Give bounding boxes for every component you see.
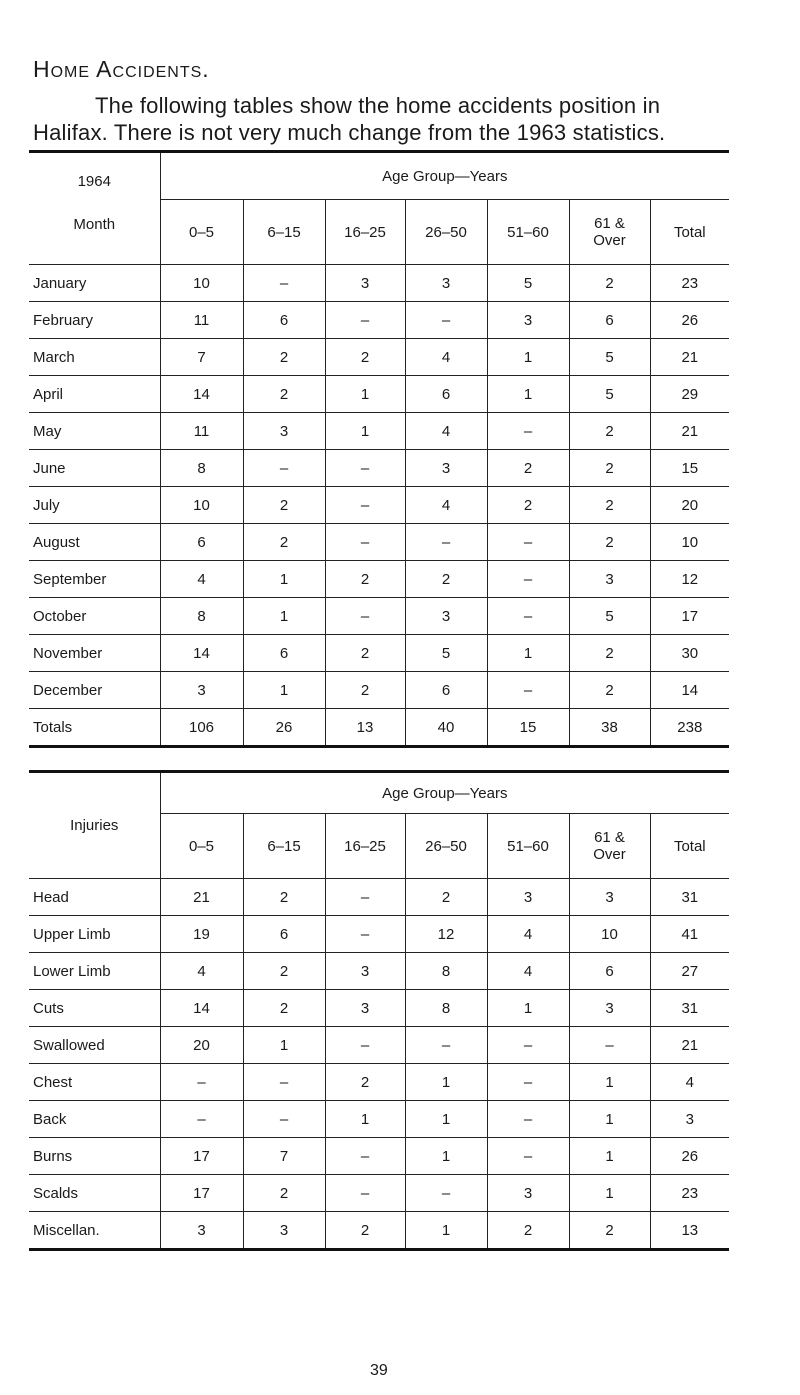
table-cell: 2: [243, 953, 325, 990]
table-cell: –: [325, 1027, 405, 1064]
table-cell: 11: [160, 302, 243, 339]
table-cell: 2: [243, 487, 325, 524]
table-cell: 7: [243, 1138, 325, 1175]
table-cell: 38: [569, 709, 650, 747]
table-cell: 21: [650, 339, 729, 376]
intro-paragraph: [33, 92, 753, 146]
table-row: [29, 561, 729, 598]
table-cell: 12: [650, 561, 729, 598]
table-cell: 40: [405, 709, 487, 747]
table-row: [29, 916, 729, 953]
table-cell: 4: [160, 561, 243, 598]
table-cell: 2: [487, 1212, 569, 1250]
table-cell: –: [487, 1064, 569, 1101]
table-cell: 4: [487, 953, 569, 990]
table-cell: –: [243, 1064, 325, 1101]
table-cell: 2: [243, 1175, 325, 1212]
table-cell: 21: [650, 1027, 729, 1064]
table-row: [29, 1101, 729, 1138]
column-header: 51–60: [487, 814, 569, 879]
table-cell: 1: [243, 672, 325, 709]
table-row: [29, 450, 729, 487]
table-cell: 2: [325, 1064, 405, 1101]
table-cell: 2: [569, 450, 650, 487]
month-column-header: Month: [73, 216, 116, 233]
table-cell: 2: [569, 1212, 650, 1250]
table-cell: –: [487, 1027, 569, 1064]
table-cell: 3: [487, 1175, 569, 1212]
age-group-header: Age Group—Years: [160, 772, 729, 814]
column-header: 16–25: [325, 814, 405, 879]
table-cell: 106: [160, 709, 243, 747]
table-cell: 3: [325, 265, 405, 302]
table-cell: 1: [405, 1064, 487, 1101]
table-cell: –: [243, 1101, 325, 1138]
table-cell: 3: [487, 879, 569, 916]
table-row: [29, 990, 729, 1027]
row-label: February: [29, 302, 160, 339]
table-cell: 1: [405, 1138, 487, 1175]
table-cell: 6: [569, 302, 650, 339]
table-cell: 8: [405, 953, 487, 990]
table-cell: 2: [325, 672, 405, 709]
table-cell: 26: [243, 709, 325, 747]
table-cell: 1: [569, 1101, 650, 1138]
column-header: 51–60: [487, 200, 569, 265]
column-header: 6–15: [243, 200, 325, 265]
table-cell: 5: [487, 265, 569, 302]
page-heading: Home Accidents.: [33, 56, 210, 82]
table-cell: 14: [160, 990, 243, 1027]
table-cell: 4: [160, 953, 243, 990]
table-cell: –: [405, 1027, 487, 1064]
table-cell: –: [325, 524, 405, 561]
table-cell: 2: [569, 524, 650, 561]
table-cell: 3: [650, 1101, 729, 1138]
table-cell: 7: [160, 339, 243, 376]
table-cell: 1: [569, 1138, 650, 1175]
column-header: 16–25: [325, 200, 405, 265]
table-cell: 6: [160, 524, 243, 561]
table-row: [29, 635, 729, 672]
row-label: Upper Limb: [29, 916, 160, 953]
table-cell: –: [405, 1175, 487, 1212]
monthly-accidents-table: [29, 150, 729, 748]
table-cell: 1: [325, 376, 405, 413]
table-cell: –: [487, 1101, 569, 1138]
table-cell: 3: [325, 953, 405, 990]
table-cell: 3: [405, 598, 487, 635]
table-cell: 3: [160, 672, 243, 709]
table-cell: 238: [650, 709, 729, 747]
table-cell: –: [325, 916, 405, 953]
table-cell: 6: [405, 376, 487, 413]
table-cell: 6: [569, 953, 650, 990]
table-cell: 8: [160, 450, 243, 487]
table-row: [29, 376, 729, 413]
table-cell: –: [325, 450, 405, 487]
table-cell: –: [569, 1027, 650, 1064]
table-cell: 2: [243, 879, 325, 916]
table-row: [29, 709, 729, 747]
table-cell: 41: [650, 916, 729, 953]
table-row: [29, 598, 729, 635]
table-cell: 2: [569, 413, 650, 450]
table-cell: 8: [160, 598, 243, 635]
row-label: Scalds: [29, 1175, 160, 1212]
table-cell: 2: [243, 524, 325, 561]
table-cell: 1: [487, 635, 569, 672]
table-cell: 3: [569, 990, 650, 1027]
month-header-cell: [29, 152, 160, 265]
table-cell: 19: [160, 916, 243, 953]
column-header: Total: [650, 200, 729, 265]
table-cell: –: [405, 524, 487, 561]
table-cell: –: [487, 672, 569, 709]
column-header: 61 & Over: [569, 814, 650, 879]
row-label: January: [29, 265, 160, 302]
column-header: 61 & Over: [569, 200, 650, 265]
table-cell: –: [243, 450, 325, 487]
table-cell: 3: [569, 561, 650, 598]
table-cell: 5: [405, 635, 487, 672]
table-cell: 2: [487, 450, 569, 487]
intro-line-2: Halifax. There is not very much change from the 1963 statistics.: [33, 120, 666, 145]
table-cell: –: [325, 1138, 405, 1175]
table-cell: –: [487, 598, 569, 635]
table-cell: 23: [650, 1175, 729, 1212]
table-cell: 12: [405, 916, 487, 953]
table-cell: –: [487, 413, 569, 450]
table-cell: 3: [405, 450, 487, 487]
table-cell: 21: [650, 413, 729, 450]
row-label: Head: [29, 879, 160, 916]
table-cell: 17: [160, 1138, 243, 1175]
table-cell: 10: [650, 524, 729, 561]
age-group-header: Age Group—Years: [160, 152, 729, 200]
page-number: 39: [370, 1362, 388, 1379]
table-cell: –: [405, 302, 487, 339]
table-cell: 31: [650, 990, 729, 1027]
row-label: Totals: [29, 709, 160, 747]
table-cell: 3: [487, 302, 569, 339]
table-cell: 6: [243, 635, 325, 672]
table-cell: 2: [405, 879, 487, 916]
table-cell: 26: [650, 1138, 729, 1175]
row-label: June: [29, 450, 160, 487]
table-cell: 14: [160, 635, 243, 672]
table-cell: 2: [325, 561, 405, 598]
row-label: April: [29, 376, 160, 413]
row-label: November: [29, 635, 160, 672]
table-cell: –: [325, 487, 405, 524]
table-row: [29, 879, 729, 916]
table-cell: 17: [160, 1175, 243, 1212]
table-cell: 8: [405, 990, 487, 1027]
table-cell: 27: [650, 953, 729, 990]
table-cell: –: [243, 265, 325, 302]
table-cell: 10: [160, 265, 243, 302]
table-cell: 1: [243, 598, 325, 635]
intro-line-1: The following tables show the home accidents position in: [95, 93, 661, 118]
table-cell: 14: [160, 376, 243, 413]
row-label: October: [29, 598, 160, 635]
table-cell: 2: [325, 635, 405, 672]
table-cell: 29: [650, 376, 729, 413]
column-header: 0–5: [160, 814, 243, 879]
table-cell: 6: [405, 672, 487, 709]
table-cell: –: [325, 598, 405, 635]
table-cell: –: [487, 561, 569, 598]
column-header: 0–5: [160, 200, 243, 265]
table-cell: –: [487, 524, 569, 561]
table-row: [29, 1212, 729, 1250]
table-cell: 1: [487, 990, 569, 1027]
table-cell: 4: [650, 1064, 729, 1101]
column-header: 26–50: [405, 814, 487, 879]
table-cell: 6: [243, 302, 325, 339]
table-cell: 2: [569, 265, 650, 302]
table-cell: 2: [405, 561, 487, 598]
table-cell: 2: [569, 635, 650, 672]
column-header: Total: [650, 814, 729, 879]
table-cell: 2: [325, 339, 405, 376]
row-label: Lower Limb: [29, 953, 160, 990]
table-row: [29, 524, 729, 561]
table-cell: 4: [405, 487, 487, 524]
table-cell: 1: [405, 1212, 487, 1250]
table-cell: 2: [569, 672, 650, 709]
year-label: 1964: [77, 173, 111, 190]
table-cell: 1: [569, 1064, 650, 1101]
table-cell: 1: [325, 1101, 405, 1138]
table-row: [29, 672, 729, 709]
table-cell: 15: [650, 450, 729, 487]
table-cell: 2: [569, 487, 650, 524]
table-row: [29, 339, 729, 376]
table-row: [29, 953, 729, 990]
table-cell: 4: [405, 339, 487, 376]
table-cell: 3: [243, 1212, 325, 1250]
table-cell: –: [325, 1175, 405, 1212]
table-cell: 6: [243, 916, 325, 953]
table-row: [29, 1064, 729, 1101]
table-cell: 1: [325, 413, 405, 450]
table-cell: –: [160, 1064, 243, 1101]
table-cell: 1: [243, 1027, 325, 1064]
column-header: 6–15: [243, 814, 325, 879]
table-cell: 3: [405, 265, 487, 302]
table-cell: 1: [405, 1101, 487, 1138]
table-cell: 20: [160, 1027, 243, 1064]
table-cell: 1: [569, 1175, 650, 1212]
table-row: [29, 1027, 729, 1064]
row-label: Swallowed: [29, 1027, 160, 1064]
table-cell: 2: [243, 339, 325, 376]
table-row: [29, 265, 729, 302]
row-label: Miscellan.: [29, 1212, 160, 1250]
table-cell: 23: [650, 265, 729, 302]
injuries-table: [29, 770, 729, 1251]
table-cell: 13: [325, 709, 405, 747]
row-label: Burns: [29, 1138, 160, 1175]
row-label: Back: [29, 1101, 160, 1138]
table-cell: 2: [487, 487, 569, 524]
row-label: May: [29, 413, 160, 450]
table-cell: 21: [160, 879, 243, 916]
row-label: Chest: [29, 1064, 160, 1101]
row-label: August: [29, 524, 160, 561]
table-row: [29, 1138, 729, 1175]
table-cell: –: [325, 879, 405, 916]
table-row: [29, 487, 729, 524]
table-cell: 2: [325, 1212, 405, 1250]
row-label: December: [29, 672, 160, 709]
table-cell: 5: [569, 598, 650, 635]
table-cell: 3: [243, 413, 325, 450]
row-label: March: [29, 339, 160, 376]
table-cell: 14: [650, 672, 729, 709]
row-label: Cuts: [29, 990, 160, 1027]
table-cell: 15: [487, 709, 569, 747]
injuries-column-header: Injuries: [29, 772, 160, 879]
table-cell: 1: [487, 339, 569, 376]
table-row: [29, 302, 729, 339]
column-header: 26–50: [405, 200, 487, 265]
table-row: [29, 1175, 729, 1212]
table-cell: 3: [160, 1212, 243, 1250]
table-cell: 20: [650, 487, 729, 524]
table-cell: 26: [650, 302, 729, 339]
table-cell: 5: [569, 339, 650, 376]
table-cell: 10: [569, 916, 650, 953]
table-cell: 3: [325, 990, 405, 1027]
table-cell: –: [160, 1101, 243, 1138]
table-cell: 4: [487, 916, 569, 953]
table-cell: 10: [160, 487, 243, 524]
row-label: September: [29, 561, 160, 598]
table-cell: 1: [243, 561, 325, 598]
table-cell: –: [487, 1138, 569, 1175]
table-cell: 30: [650, 635, 729, 672]
table-cell: 3: [569, 879, 650, 916]
table-cell: 17: [650, 598, 729, 635]
table-cell: 2: [243, 990, 325, 1027]
table-cell: –: [325, 302, 405, 339]
table-cell: 5: [569, 376, 650, 413]
table-cell: 2: [243, 376, 325, 413]
table-row: [29, 413, 729, 450]
table-cell: 11: [160, 413, 243, 450]
row-label: July: [29, 487, 160, 524]
table-cell: 31: [650, 879, 729, 916]
table-cell: 13: [650, 1212, 729, 1250]
table-cell: 4: [405, 413, 487, 450]
table-cell: 1: [487, 376, 569, 413]
